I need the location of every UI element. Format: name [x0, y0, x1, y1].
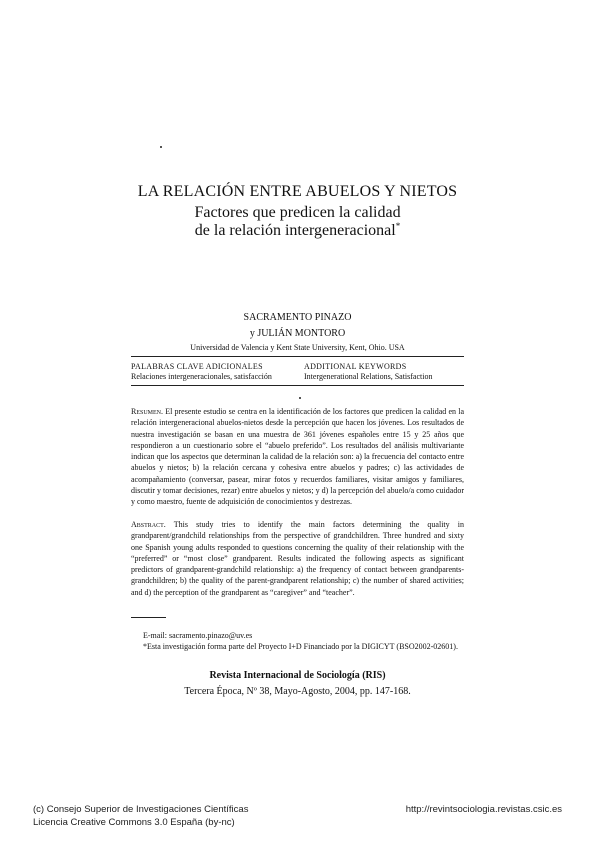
- article-subtitle-line1: Factores que predicen la calidad: [194, 204, 401, 221]
- page-mark: [160, 146, 162, 148]
- journal-issue: Tercera Época, Nº 38, Mayo-Agosto, 2004, pp. 147-168.: [184, 686, 411, 697]
- abstract-lead: Abstract.: [131, 520, 166, 529]
- author-affiliation: Universidad de Valencia y Kent State University, Kent, Ohio. USA: [190, 343, 405, 352]
- keywords-es-value: Relaciones intergeneracionales, satisfacción: [131, 372, 272, 381]
- journal-name: Revista Internacional de Sociología (RIS): [209, 670, 386, 681]
- footnote-rule: [131, 617, 166, 618]
- footer-license: Licencia Creative Commons 3.0 España (by-nc): [33, 817, 235, 828]
- keywords-top-rule: [131, 356, 464, 357]
- footer-copyright: (c) Consejo Superior de Investigaciones Científicas: [33, 804, 249, 815]
- resumen-lead: Resumen.: [131, 407, 164, 416]
- author-1: SACRAMENTO PINAZO: [243, 312, 352, 323]
- author-2: y JULIÁN MONTORO: [249, 328, 346, 339]
- keywords-en-label: ADDITIONAL KEYWORDS: [304, 362, 407, 371]
- resumen-paragraph: [131, 406, 464, 508]
- keywords-bottom-rule: [131, 385, 464, 386]
- article-title: LA RELACIÓN ENTRE ABUELOS Y NIETOS: [137, 183, 458, 200]
- footnote-project: *Esta investigación forma parte del Proyecto I+D Financiado por la DIGICYT (BSO2002-02601).: [143, 642, 458, 651]
- keywords-es-label: PALABRAS CLAVE ADICIONALES: [131, 362, 263, 371]
- footer-url[interactable]: http://revintsociologia.revistas.csic.es: [405, 804, 562, 815]
- keywords-en-value: Intergenerational Relations, Satisfaction: [304, 372, 433, 381]
- article-subtitle-line2-text: de la relación intergeneracional: [194, 222, 396, 239]
- subtitle-footnote-mark: *: [395, 221, 401, 231]
- separator-dot: [299, 397, 301, 399]
- article-subtitle-line2: [0, 222, 595, 240]
- footnote-email: E-mail: sacramento.pinazo@uv.es: [143, 631, 253, 640]
- abstract-text: This study tries to identify the main factors determining the quality in grandparent/grandchild relationships from the perspective of grandchildren. Three hundred and sixty one Spanish young adults responded to questions concerning the quality of their relationship with the “preferred” or “most close” grandparent. Results indicated the following aspects as significant predictors of grandparent-grandchild relationship: a) the frequency of contact between grandparents-grandchildren; b) the quality of the parent-grandparent relationship; c) the number of shared activities; and d) the perception of the grandparent as “caregiver” and “teacher”.: [131, 520, 464, 597]
- resumen-text: El presente estudio se centra en la identificación de los factores que predicen la calidad en la relación intergeneracional abuelos-nietos desde la percepción que hacen los jóvenes. Los resultados de nuestra investigación se basan en una muestra de 361 jóvenes españoles entre 15 y 25 años que respondieron a un cuestionario sobre el “abuelo preferido”. Los resultados del análisis multivariante indican que los aspectos que determinan la calidad de la relación son: a) la frecuencia del contacto entre abuelos y nietos; b) la relación cercana y cohesiva entre abuelos y padres; c) las actividades de acompañamiento (conversar, pasear, mirar fotos y recuerdos familiares, visitar amigos y familiares, discutir y tomar decisiones, rezar) entre abuelos y nietos; y d) la percepción del abuelo/a como cuidador y como maestro, fuente de adquisición de conocimientos y destrezas.: [131, 407, 464, 507]
- abstract-paragraph: [131, 519, 464, 598]
